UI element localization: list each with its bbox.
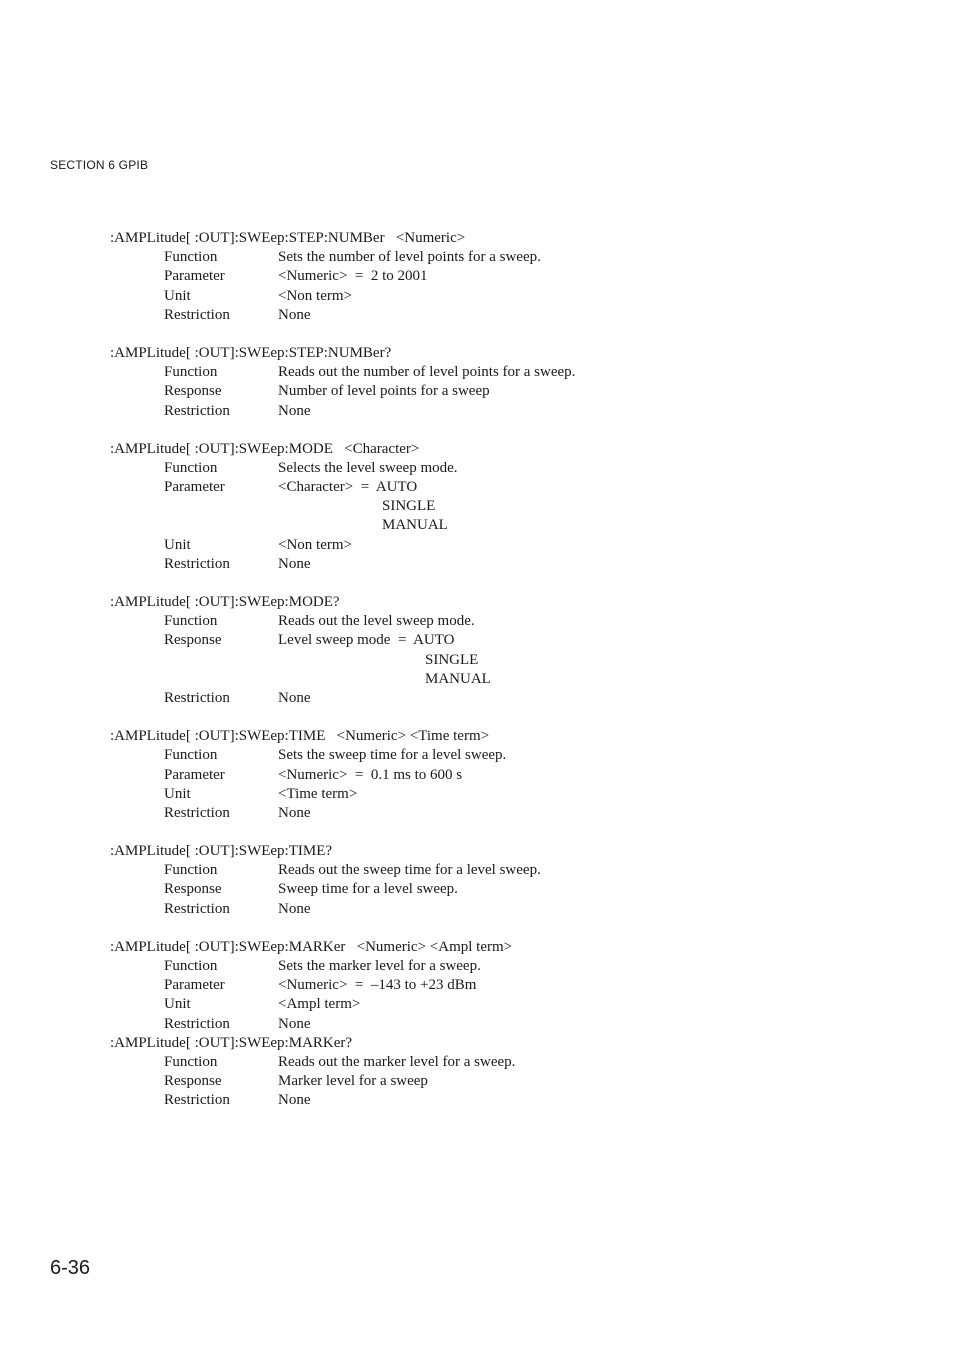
response-option: MANUAL	[425, 670, 491, 687]
unit-label: Unit	[164, 996, 191, 1013]
response-row	[110, 1072, 870, 1091]
parameter-option: SINGLE	[382, 498, 436, 515]
restriction-label: Restriction	[164, 900, 230, 917]
function-value: Selects the level sweep mode.	[278, 459, 458, 476]
parameter-row	[110, 478, 870, 497]
restriction-value: None	[278, 306, 311, 323]
unit-row	[110, 536, 870, 555]
command-title: :AMPLitude[ :OUT]:SWEep:STEP:NUMBer <Numeric>	[110, 230, 466, 246]
function-label: Function	[164, 747, 218, 764]
restriction-label: Restriction	[164, 689, 230, 706]
response-value: Number of level points for a sweep	[278, 383, 490, 400]
restriction-value: None	[278, 689, 311, 706]
function-row	[110, 459, 870, 478]
parameter-label: Parameter	[164, 766, 225, 783]
command-entry	[110, 344, 870, 421]
command-title: :AMPLitude[ :OUT]:SWEep:MARKer <Numeric> <Ampl term>	[110, 938, 513, 955]
function-label: Function	[164, 1053, 218, 1070]
parameter-label: Parameter	[164, 479, 225, 496]
response-row	[110, 382, 870, 401]
restriction-label: Restriction	[164, 1015, 230, 1032]
function-row	[110, 612, 870, 631]
command-entry	[110, 938, 870, 1034]
parameter-value: <Numeric> = 0.1 ms to 600 s	[278, 766, 463, 783]
command-entry	[110, 593, 870, 708]
function-row	[110, 861, 870, 880]
function-label: Function	[164, 249, 218, 266]
function-label: Function	[164, 364, 218, 381]
response-label: Response	[164, 881, 222, 898]
function-value: Reads out the number of level points for a sweep.	[278, 364, 576, 381]
function-value: Reads out the marker level for a sweep.	[278, 1053, 516, 1070]
restriction-row	[110, 804, 870, 823]
function-value: Sets the number of level points for a sweep.	[278, 249, 541, 266]
command-title: :AMPLitude[ :OUT]:SWEep:TIME?	[110, 843, 333, 860]
unit-label: Unit	[164, 785, 191, 802]
function-row	[110, 957, 870, 976]
command-title: :AMPLitude[ :OUT]:SWEep:STEP:NUMBer?	[110, 344, 392, 361]
parameter-value: <Numeric> = 2 to 2001	[278, 268, 428, 285]
unit-value: <Time term>	[278, 785, 358, 802]
unit-label: Unit	[164, 536, 191, 553]
restriction-label: Restriction	[164, 306, 230, 323]
restriction-row	[110, 1015, 870, 1034]
parameter-row	[110, 976, 870, 995]
command-entry	[110, 440, 870, 574]
restriction-row	[110, 689, 870, 708]
restriction-value: None	[278, 900, 311, 917]
parameter-label: Parameter	[164, 268, 225, 285]
response-label: Response	[164, 383, 222, 400]
function-row	[110, 363, 870, 382]
function-value: Sets the marker level for a sweep.	[278, 958, 481, 974]
unit-row	[110, 785, 870, 804]
parameter-value: <Numeric> = –143 to +23 dBm	[278, 977, 477, 994]
unit-value: <Non term>	[278, 536, 352, 553]
restriction-label: Restriction	[164, 402, 230, 419]
response-value: Marker level for a sweep	[278, 1073, 428, 1090]
function-row	[110, 1053, 870, 1072]
response-label: Response	[164, 632, 222, 649]
response-option-row	[110, 670, 870, 689]
command-title: :AMPLitude[ :OUT]:SWEep:MARKer?	[110, 1034, 353, 1051]
unit-value: <Non term>	[278, 287, 352, 304]
parameter-option-row	[110, 497, 870, 516]
restriction-value: None	[278, 555, 311, 572]
restriction-value: None	[278, 1092, 311, 1109]
function-row	[110, 746, 870, 765]
function-value: Reads out the level sweep mode.	[278, 613, 475, 630]
function-value: Sets the sweep time for a level sweep.	[278, 747, 507, 764]
response-value: Level sweep mode = AUTO	[278, 632, 455, 649]
restriction-row	[110, 1091, 870, 1110]
response-value: Sweep time for a level sweep.	[278, 881, 458, 898]
unit-label: Unit	[164, 287, 191, 304]
parameter-row	[110, 766, 870, 785]
function-label: Function	[164, 613, 218, 630]
function-label: Function	[164, 958, 218, 974]
command-title: :AMPLitude[ :OUT]:SWEep:TIME <Numeric> <Time term>	[110, 728, 490, 745]
unit-value: <Ampl term>	[278, 996, 361, 1013]
command-title: :AMPLitude[ :OUT]:SWEep:MODE <Character>	[110, 440, 420, 457]
function-value: Reads out the sweep time for a level sweep.	[278, 862, 541, 879]
restriction-row	[110, 555, 870, 574]
restriction-value: None	[278, 402, 311, 419]
section-header: SECTION 6 GPIB	[50, 158, 149, 172]
restriction-label: Restriction	[164, 804, 230, 821]
parameter-option-row	[110, 516, 870, 535]
restriction-row	[110, 900, 870, 919]
function-row	[110, 248, 870, 267]
response-label: Response	[164, 1073, 222, 1090]
parameter-value: <Character> = AUTO	[278, 479, 418, 496]
restriction-label: Restriction	[164, 555, 230, 572]
command-entry	[110, 229, 870, 325]
response-option: SINGLE	[425, 651, 479, 668]
response-row	[110, 631, 870, 650]
command-title: :AMPLitude[ :OUT]:SWEep:MODE?	[110, 594, 340, 610]
restriction-row	[110, 306, 870, 325]
response-option-row	[110, 651, 870, 670]
parameter-row	[110, 267, 870, 286]
command-entry	[110, 1034, 870, 1111]
unit-row	[110, 995, 870, 1014]
parameter-option: MANUAL	[382, 517, 448, 534]
restriction-value: None	[278, 804, 311, 821]
restriction-row	[110, 402, 870, 421]
command-list	[110, 229, 870, 1130]
function-label: Function	[164, 862, 218, 879]
page-number: 6-36	[50, 1257, 91, 1279]
response-row	[110, 880, 870, 899]
restriction-label: Restriction	[164, 1092, 230, 1109]
parameter-label: Parameter	[164, 977, 225, 994]
command-entry	[110, 842, 870, 919]
unit-row	[110, 287, 870, 306]
restriction-value: None	[278, 1015, 311, 1032]
function-label: Function	[164, 459, 218, 476]
command-entry	[110, 727, 870, 823]
